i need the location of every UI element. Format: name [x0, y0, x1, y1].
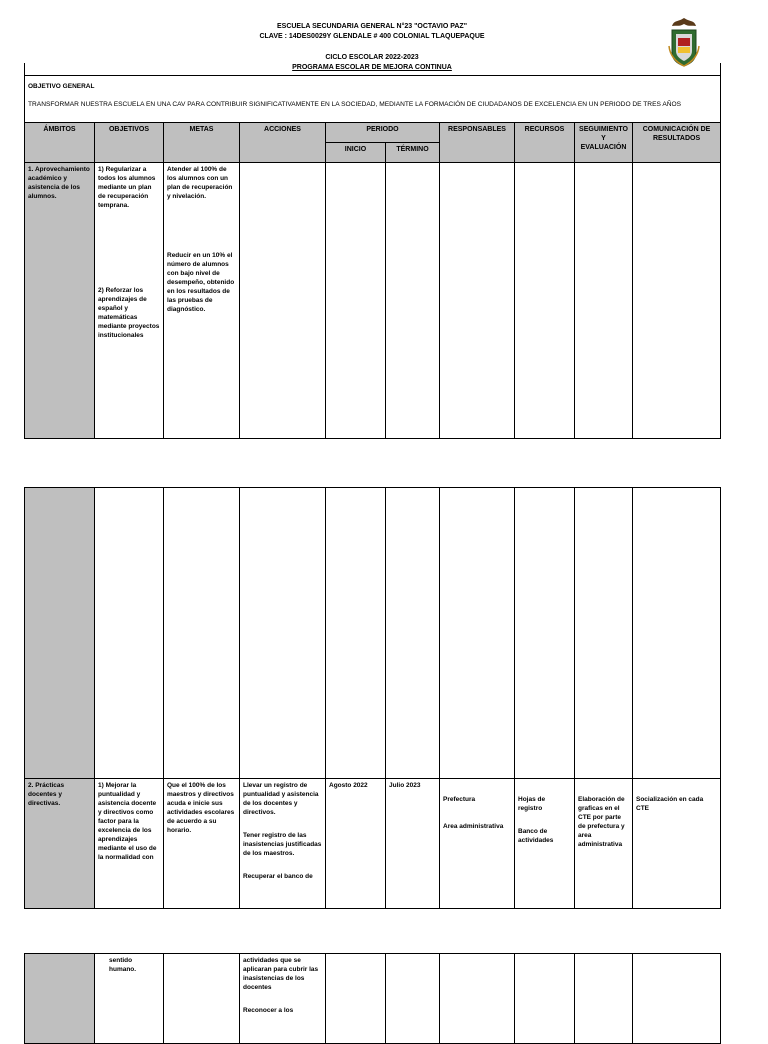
school-clave: CLAVE : 14DES0029Y GLENDALE # 400 COLONIAL TLAQUEPAQUE — [259, 33, 485, 40]
row3-accion-next: Reconocer a los — [243, 1007, 294, 1014]
row1-recursos — [515, 162, 575, 438]
row1-comunicacion — [633, 162, 721, 438]
row3-acciones — [240, 954, 326, 1044]
row-continued-objetivos — [95, 488, 164, 779]
row2-termino: Julio 2023 — [386, 779, 440, 909]
row-continued-metas — [164, 488, 240, 779]
plan-table-3 — [24, 953, 721, 1044]
row1-ambito: 1. Aprovechamiento académico y asistencia de los alumnos. — [25, 162, 95, 438]
row2-accion-1: Llevar un registro de puntualidad y asistencia de los docentes y directivos. — [243, 782, 319, 816]
col-recursos: RECURSOS — [515, 122, 575, 162]
row2-resp-1: Prefectura — [443, 796, 476, 803]
table-top-spacer — [25, 63, 721, 75]
plan-table-1 — [24, 63, 721, 439]
row1-metas — [164, 162, 240, 438]
row-continued-acciones — [240, 488, 326, 779]
row-continued-responsables — [440, 488, 515, 779]
row1-inicio — [326, 162, 386, 438]
row1-responsables — [440, 162, 515, 438]
row-continued-seguimiento — [575, 488, 633, 779]
row2-seguimiento — [575, 779, 633, 909]
row2-resp-2: Area administrativa — [443, 823, 504, 830]
row2-recursos — [515, 779, 575, 909]
objective-label: OBJETIVO GENERAL — [28, 82, 95, 90]
row2-accion-3: Recuperar el banco de — [243, 873, 313, 880]
col-responsables: RESPONSABLES — [440, 122, 515, 162]
program-title: PROGRAMA ESCOLAR DE MEJORA CONTINUA — [292, 64, 452, 71]
row1-meta-1: Atender al 100% de los alumnos con un plan de recuperación y nivelación. — [167, 165, 233, 200]
col-ambitos: ÁMBITOS — [25, 122, 95, 162]
row2-comunicacion-text: Socialización en cada CTE — [636, 796, 704, 812]
row3-accion-cont: actividades que se aplicaran para cubrir las inasistencias de los docentes — [243, 957, 319, 991]
school-cycle: CICLO ESCOLAR 2022-2023 — [325, 54, 419, 61]
row2-comunicacion — [633, 779, 721, 909]
row-continued-comunicacion — [633, 488, 721, 779]
row1-seguimiento — [575, 162, 633, 438]
row3-metas — [164, 954, 240, 1044]
row2-responsables — [440, 779, 515, 909]
row3-termino — [386, 954, 440, 1044]
col-comunicacion: COMUNICACIÓN DE RESULTADOS — [633, 122, 721, 162]
row1-meta-2: Reducir en un 10% el número de alumnos con bajo nivel de desempeño, obtenido en los resultados de las pruebas de diagnóstico. — [167, 251, 235, 313]
row1-objetivos — [95, 162, 164, 438]
col-termino: TÉRMINO — [386, 142, 440, 162]
row2-objetivo: 1) Mejorar la puntualidad y asistencia docente y directivos como factor para la excelencia de los aprendizajes mediante el uso de la normalidad con — [95, 779, 164, 909]
row-continued-ambito — [25, 488, 95, 779]
row2-meta: Que el 100% de los maestros y directivos acuda e inicie sus actividades escolares de acuerdo a su horario. — [164, 779, 240, 909]
row2-inicio: Agosto 2022 — [326, 779, 386, 909]
row2-rec-1: Hojas de registro — [518, 796, 546, 812]
school-name: ESCUELA SECUNDARIA GENERAL N°23 "OCTAVIO PAZ" — [276, 23, 468, 30]
col-seguimiento: SEGUIMIENTO Y EVALUACIÓN — [575, 122, 633, 162]
row3-ambito — [25, 954, 95, 1044]
row2-seguimiento-text: Elaboración de graficas en el CTE por parte de prefectura y area administrativa — [578, 796, 625, 848]
row-continued-termino — [386, 488, 440, 779]
row1-objetivo-2: 2) Reforzar los aprendizajes de español y matemáticas mediante proyectos institucionales — [98, 286, 160, 339]
row3-recursos — [515, 954, 575, 1044]
row1-acciones — [240, 162, 326, 438]
row3-comunicacion — [633, 954, 721, 1044]
row3-objetivo-cont: sentido humano. — [95, 954, 164, 1044]
row2-accion-2: Tener registro de las inasistencias justificadas de los maestros. — [243, 832, 322, 857]
objective-block — [25, 75, 721, 122]
row-continued-inicio — [326, 488, 386, 779]
row2-rec-2: Banco de actividades — [518, 828, 554, 844]
row2-ambito: 2. Prácticas docentes y directivas. — [25, 779, 95, 909]
plan-table-2 — [24, 487, 721, 909]
objective-text: TRANSFORMAR NUESTRA ESCUELA EN UNA CAV PARA CONTRIBUIR SIGNIFICATIVAMENTE EN LA SOCIEDAD, MEDIANTE LA FORMACIÓN DE CIUDADANOS DE EXCELENCIA EN UN PERIODO DE TRES AÑOS — [28, 100, 682, 108]
row1-termino — [386, 162, 440, 438]
row-continued-recursos — [515, 488, 575, 779]
col-inicio: INICIO — [326, 142, 386, 162]
col-acciones: ACCIONES — [240, 122, 326, 162]
col-objetivos: OBJETIVOS — [95, 122, 164, 162]
col-metas: METAS — [164, 122, 240, 162]
row2-acciones — [240, 779, 326, 909]
row3-inicio — [326, 954, 386, 1044]
school-crest-icon — [666, 16, 702, 68]
col-periodo: PERIODO — [326, 122, 440, 142]
row3-responsables — [440, 954, 515, 1044]
row1-objetivo-1: 1) Regularizar a todos los alumnos mediante un plan de recuperación temprana. — [98, 165, 156, 209]
row3-seguimiento — [575, 954, 633, 1044]
